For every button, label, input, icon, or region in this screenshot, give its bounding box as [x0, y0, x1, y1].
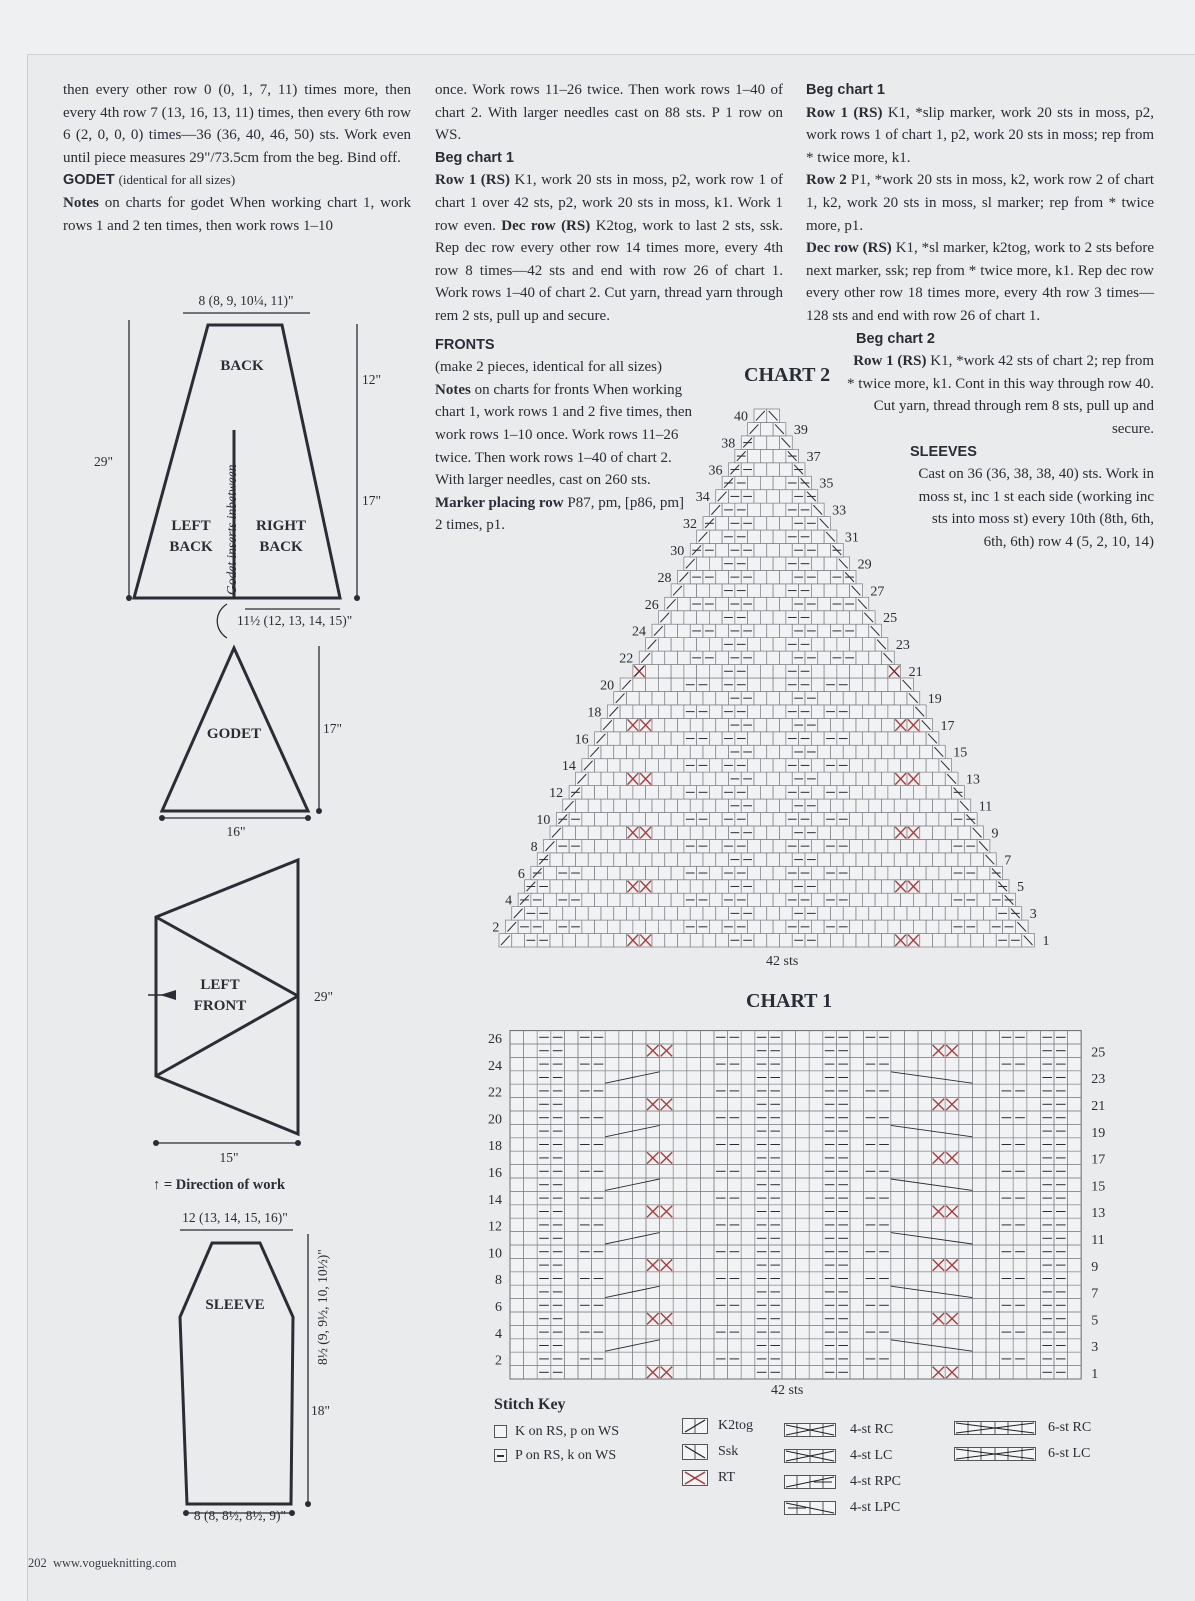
chart1-row-label: 21: [1091, 1099, 1106, 1114]
chart2-row-label: 26: [644, 597, 659, 613]
chart1-row-label: 18: [488, 1139, 502, 1155]
chart2-row-label: 10: [536, 812, 551, 828]
chart2-row-label: 30: [670, 543, 685, 559]
direction-of-work-note: ↑ = Direction of work: [153, 1177, 286, 1193]
key-rt-label: RT: [718, 1470, 736, 1486]
godet-instructions-cont: once. Work rows 11–26 twice. Then work rows 1–40 of chart 2. With larger needles cast on 88 sts. P 1 row on WS.: [435, 82, 783, 144]
godet-label: GODET: [206, 726, 262, 742]
chart1-row-label: 8: [495, 1273, 502, 1289]
chart2-row-label: 40: [734, 409, 748, 425]
front-width: 15": [219, 1150, 239, 1165]
dec-row-label: Dec row (RS): [501, 217, 591, 234]
cable-6st-lc-icon: [954, 1447, 1036, 1461]
rt-icon: [682, 1470, 708, 1486]
chart2-row-label: 4: [505, 893, 513, 909]
chart2-row-label: 9: [991, 826, 999, 842]
key-4st-lc: [784, 1448, 892, 1464]
sleeve-height: 18": [311, 1403, 331, 1418]
back-top-width: 8 (8, 9, 10¼, 11)": [198, 293, 294, 308]
left-back-label-1: LEFT: [171, 518, 211, 534]
key-6st-lc: [954, 1446, 1090, 1462]
chart2-row-label: 16: [574, 732, 589, 748]
chart1-row-label: 10: [488, 1246, 502, 1262]
back-label: BACK: [220, 358, 264, 374]
stitch-key-title: Stitch Key: [494, 1396, 566, 1413]
cable-6st-rc-icon: [954, 1421, 1036, 1435]
chart2-row-label: 14: [561, 759, 576, 775]
key-4st-rc-label: 4-st RC: [850, 1422, 894, 1437]
beg-chart1-heading: Beg chart 1: [435, 149, 514, 166]
back-upper-height: 12": [362, 372, 382, 387]
right-back-label-1: RIGHT: [255, 518, 307, 534]
dec-row-text: K2tog, work to last 2 sts, ssk. Rep dec row every other row 14 times more, every 4th row 8 times—42 sts and end with row 26 of chart 1. Work rows 1–40 of chart 2. Cut yarn, thread yarn through rem 2 sts, pull up and secure.: [435, 217, 783, 324]
stitch-key: [494, 1396, 1134, 1546]
fronts-row1-label: Row 1 (RS): [806, 104, 883, 121]
cable-4st-rc-icon: [784, 1423, 836, 1437]
chart1-row-label: 13: [1091, 1206, 1106, 1222]
chart2-row-label: 12: [549, 786, 564, 802]
chart1-stitch-count: 42 sts: [771, 1383, 804, 1398]
chart1-row-label: 25: [1091, 1045, 1106, 1061]
chart2-row-label: 11: [978, 799, 993, 815]
chart2-row-label: 15: [953, 745, 968, 761]
footer-url: www.vogueknitting.com: [53, 1556, 177, 1570]
chart1-row-label: 16: [488, 1166, 502, 1181]
sleeve-label: SLEEVE: [205, 1297, 265, 1313]
chart1-row-label: 5: [1091, 1313, 1099, 1329]
cable-4st-rpc-icon: [784, 1475, 836, 1489]
back-instructions-text: then every other row 0 (0, 1, 7, 11) times more, then every 4th row 7 (13, 16, 13, 11) times, then every 6th row 6 (2, 0, 0, 0) times—36 (36, 40, 46, 50) sts. Work even until piece measures 29"/73.5cm from the beg. Bind off.: [63, 82, 411, 166]
beg-chart1-heading-fronts: Beg chart 1: [806, 82, 885, 98]
fronts-row1-text: K1, *slip marker, work 20 sts in moss, p2, work rows 1 of chart 1, p2, work 20 sts in moss; rep from * twice more, k1.: [806, 104, 1154, 166]
key-4st-lc-label: 4-st LC: [850, 1448, 893, 1463]
front-label-1: LEFT: [200, 977, 240, 993]
key-purl-label: P on RS, k on WS: [515, 1448, 617, 1463]
chart1-row-label: 26: [488, 1032, 502, 1047]
chart1-row-label: 3: [1091, 1340, 1099, 1356]
chart1-row-label: 7: [1091, 1286, 1099, 1302]
marker-row-label: Marker placing row: [435, 494, 564, 511]
chart2-title: CHART 2: [744, 364, 831, 386]
fronts-dec-label: Dec row (RS): [806, 240, 892, 257]
chart2-row-label: 2: [492, 920, 500, 936]
key-6st-rc-label: 6-st RC: [1048, 1420, 1092, 1435]
key-4st-lpc-label: 4-st LPC: [850, 1500, 901, 1515]
marker-row-text: P87, pm, [p86, pm] 2 times, p1.: [435, 494, 685, 534]
chart2-row-label: 22: [619, 651, 634, 667]
chart2-row-label: 28: [657, 570, 672, 586]
chart1-row-label: 12: [488, 1219, 502, 1235]
k2tog-icon: [682, 1418, 708, 1434]
key-rt: [682, 1470, 735, 1486]
key-4st-rc: [784, 1422, 893, 1438]
chart2-row-label: 1: [1042, 934, 1050, 949]
chart1-row-label: 9: [1091, 1259, 1099, 1275]
sleeves-text: Cast on 36 (36, 38, 38, 40) sts. Work in moss st, inc 1 st each side (working inc sts into moss st) every 10th (8th, 6th, 6th, 6th) row 4 (5, 2, 10, 14): [918, 466, 1154, 550]
key-6st-lc-label: 6-st LC: [1048, 1446, 1091, 1461]
chart2-row-label: 19: [927, 691, 942, 707]
chart1-row-label: 2: [495, 1353, 502, 1369]
godet-width: 16": [226, 824, 246, 839]
chart1-row-label: 11: [1091, 1233, 1105, 1248]
chart2-row-label: 23: [895, 638, 910, 654]
fronts-dec-text: K1, *sl marker, k2tog, work to 2 sts before next marker, ssk; rep from * twice more, k1. Rep dec row every other row 18 times more, every 4th row 3 times—128 sts and end with row 26 of chart 1.: [806, 240, 1154, 324]
godet-notes-text: on charts for godet When working chart 1, work rows 1 and 2 ten times, then work rows 1–10: [63, 194, 412, 234]
chart2-row-label: 18: [587, 705, 602, 721]
chart1-row-label: 22: [488, 1085, 502, 1101]
right-back-label-2: BACK: [259, 539, 303, 555]
key-4st-lpc: [784, 1500, 900, 1516]
chart2-stitch-count: 42 sts: [766, 954, 799, 969]
sleeve-cap-height: 8½ (9, 9½, 10, 10½)": [315, 1249, 330, 1365]
chart2-row-label: 6: [517, 866, 525, 882]
beg-chart2-row-text: K1, *work 42 sts of chart 2; rep from * twice more, k1. Cont in this way through row 40. Cut yarn, thread through rem 8 sts, pull up and secure.: [846, 353, 1154, 437]
page-number: 202: [28, 1556, 47, 1570]
chart1-row-label: 14: [488, 1192, 502, 1208]
chart2-row-label: 35: [819, 476, 834, 492]
godet-subheading: (identical for all sizes): [118, 172, 236, 188]
key-k2tog-label: K2tog: [718, 1418, 753, 1434]
chart1-row-label: 15: [1091, 1179, 1106, 1195]
fronts-notes-text: on charts for fronts When working chart 1, work rows 1 and 2 five times, then work rows 1–10 once. Work rows 11–26 twice. Then work rows 1–40 of chart 2. With larger needles, cast on 260 sts.: [435, 381, 693, 489]
key-4st-rpc: [784, 1474, 901, 1490]
chart2-row-label: 17: [940, 718, 955, 734]
chart2-row-label: 13: [966, 772, 980, 788]
godet-notes-label: Notes: [63, 194, 99, 211]
chart2-row-label: 5: [1017, 880, 1024, 896]
key-4st-rpc-label: 4-st RPC: [850, 1474, 901, 1489]
row1-label: Row 1 (RS): [435, 172, 510, 189]
fronts-heading: FRONTS: [435, 336, 495, 353]
godet-height: 17": [323, 721, 343, 736]
purl-swatch-icon: [494, 1449, 507, 1462]
cable-4st-lc-icon: [784, 1449, 836, 1463]
front-label-2: FRONT: [193, 998, 247, 1014]
chart1-row-label: 19: [1091, 1125, 1106, 1141]
chart2-row-label: 33: [832, 503, 847, 519]
chart2-row-label: 39: [793, 422, 808, 438]
chart2-row-label: 20: [600, 678, 615, 694]
chart2-row-label: 37: [806, 449, 821, 465]
beg-chart2-heading: Beg chart 2: [856, 330, 935, 347]
chart2-row-label: 21: [908, 665, 923, 680]
fronts-row2-text: P1, *work 20 sts in moss, k2, work row 2 of chart 1, k2, work 20 sts in moss, sl marker; rep from * twice more, p1.: [806, 172, 1154, 234]
chart2-row-label: 34: [695, 490, 710, 506]
front-height: 29": [314, 989, 334, 1004]
chart2-row-label: 32: [683, 517, 697, 533]
sleeve-top-width: 12 (13, 14, 15, 16)": [182, 1210, 288, 1225]
chart2-row-label: 25: [883, 611, 898, 627]
key-ssk-label: Ssk: [718, 1444, 739, 1460]
chart2-row-label: 31: [844, 530, 859, 546]
chart1-row-label: 17: [1091, 1152, 1106, 1168]
chart1-row-label: 4: [495, 1326, 502, 1342]
chart2-row-label: 7: [1004, 853, 1012, 869]
chart2-row-label: 24: [632, 624, 646, 640]
cable-4st-lpc-icon: [784, 1501, 836, 1515]
key-purl: [494, 1448, 616, 1464]
godet-heading-text: GODET: [63, 172, 115, 189]
chart1-row-label: 23: [1091, 1072, 1106, 1088]
back-bottom-width: 11½ (12, 13, 14, 15)": [237, 613, 353, 628]
key-knit-label: K on RS, p on WS: [515, 1424, 619, 1439]
chart1-row-label: 24: [488, 1058, 502, 1074]
key-6st-rc: [954, 1420, 1091, 1436]
chart1-row-label: 6: [495, 1300, 502, 1315]
knit-swatch-icon: [494, 1425, 507, 1438]
fronts-notes-label: Notes: [435, 381, 471, 398]
key-ssk: [682, 1444, 738, 1460]
fronts-row2-label: Row 2: [806, 172, 847, 189]
back-lower-height: 17": [362, 493, 382, 508]
chart1-row-label: 20: [488, 1112, 502, 1128]
key-k2tog: [682, 1418, 753, 1434]
row1-text: K1, work 20 sts in moss, p2, work row 1 of chart 1 over 42 sts, p2, work 20 sts in moss, k1. Work 1 row even.: [435, 172, 783, 234]
ssk-icon: [682, 1444, 708, 1460]
chart2-row-label: 38: [721, 436, 736, 452]
chart2-row-label: 3: [1029, 907, 1037, 923]
godet-inserts-note: Godet inserts inbetween: [224, 464, 239, 595]
sleeve-bottom-width: 8 (8, 8½, 8½, 9)": [193, 1508, 287, 1523]
left-back-label-2: BACK: [169, 539, 213, 555]
back-total-height: 29": [94, 454, 114, 469]
footer: [28, 1556, 176, 1571]
fronts-subheading: (make 2 pieces, identical for all sizes): [435, 359, 662, 376]
chart1-title: CHART 1: [746, 990, 833, 1012]
chart2-row-label: 36: [708, 463, 723, 479]
beg-chart2-row-label: Row 1 (RS): [853, 353, 927, 370]
chart1-row-label: 1: [1091, 1367, 1099, 1382]
key-knit: [494, 1424, 619, 1440]
sleeves-heading: SLEEVES: [910, 443, 977, 460]
chart2-row-label: 27: [870, 584, 885, 600]
chart2-row-label: 29: [857, 557, 872, 573]
chart2-row-label: 8: [530, 839, 538, 855]
